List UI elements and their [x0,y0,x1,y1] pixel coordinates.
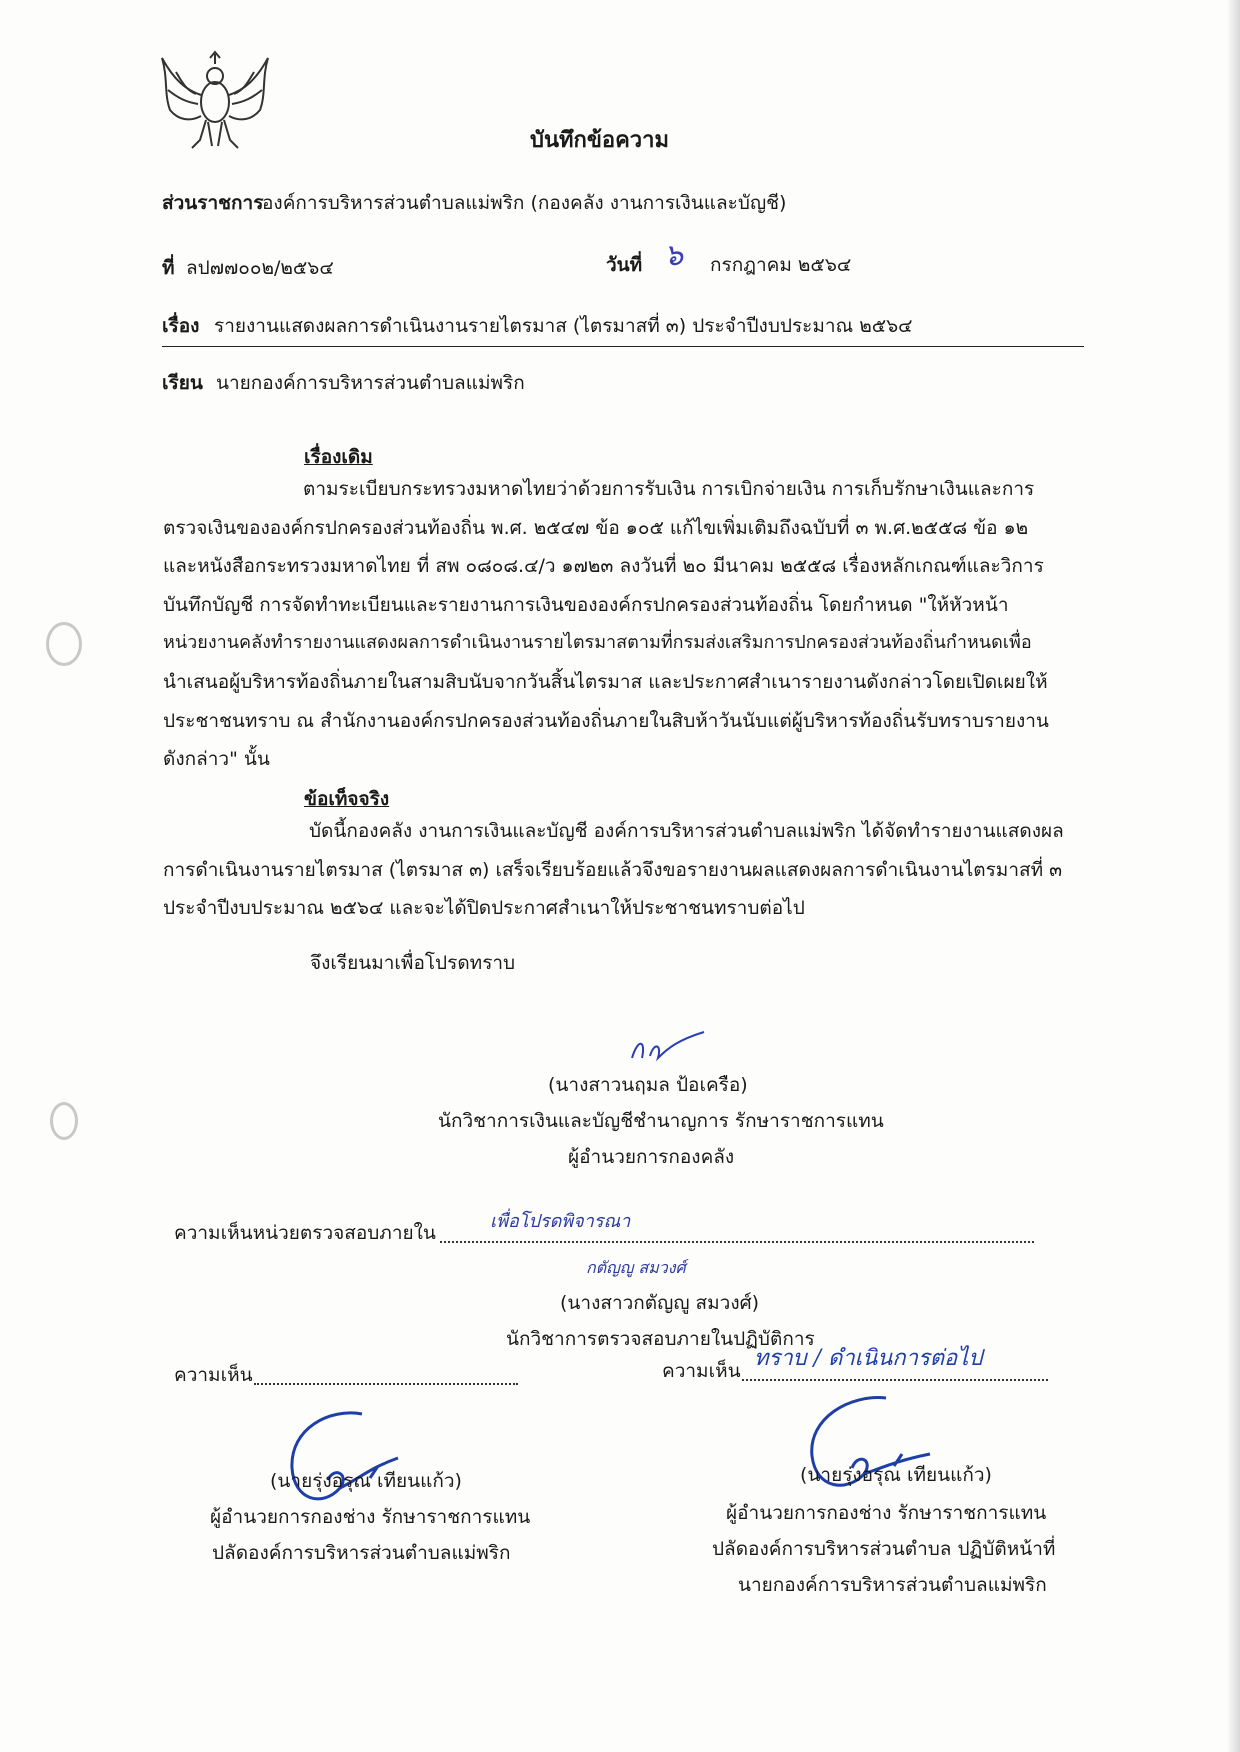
left-opinion-label: ความเห็น [174,1364,253,1386]
date-month-year: กรกฎาคม ๒๕๖๔ [710,254,852,276]
date-label: วันที่ [606,254,643,276]
right-opinion-label: ความเห็น [662,1360,741,1382]
right-opinion-position3: นายกองค์การบริหารส่วนตำบลแม่พริก [738,1574,1047,1596]
audit-name: (นางสาวกตัญญู สมวงศ์) [560,1292,760,1314]
left-opinion-position: ผู้อำนวยการกองช่าง รักษาราชการแทน [210,1506,531,1528]
right-opinion-dotted-line [742,1378,1048,1381]
punch-hole-bottom [50,1102,78,1140]
audit-handwritten-note: เพื่อโปรดพิจารณา [490,1211,631,1232]
date-day-handwritten: ๖ [664,238,684,273]
background-heading: เรื่องเดิม [304,446,373,468]
facts-line: บัดนี้กองคลัง งานการเงินและบัญชี องค์การบริหารส่วนตำบลแม่พริก ได้จัดทำรายงานแสดงผล [309,820,1064,842]
background-line: หน่วยงานคลังทำรายงานแสดงผลการดำเนินงานรายไตรมาสตามที่กรมส่งเสริมการปกครองส่วนท้องถิ่นกำหนดเพื่อ [163,632,1032,654]
background-paragraph [163,470,1091,779]
header-divider [162,346,1084,347]
background-line: บันทึกบัญชี การจัดทำทะเบียนและรายงานการเงินขององค์กรปกครองส่วนท้องถิ่น โดยกำหนด "ให้หัวหน้า [163,593,1009,616]
signature-left [270,1408,410,1518]
right-opinion-handwritten: ทราบ / ดำเนินการต่อไป [754,1346,983,1371]
right-opinion-position: ผู้อำนวยการกองช่าง รักษาราชการแทน [726,1502,1047,1524]
subject-label: เรื่อง [162,315,200,337]
to-text: นายกองค์การบริหารส่วนตำบลแม่พริก [216,372,525,394]
signature-1 [628,1028,708,1068]
audit-handwritten-name: กตัญญู สมวงศ์ [586,1258,686,1277]
garuda-emblem-icon [156,50,274,154]
left-opinion-dotted-line [254,1382,518,1385]
audit-dotted-line [440,1240,1034,1243]
signer1-position2: ผู้อำนวยการกองคลัง [568,1146,735,1168]
punch-hole-top [46,622,82,666]
agency-text: องค์การบริหารส่วนตำบลแม่พริก (กองคลัง งานการเงินและบัญชี) [262,192,787,214]
facts-line: การดำเนินงานรายไตรมาส (ไตรมาส ๓) เสร็จเรียบร้อยแล้วจึงขอรายงานผลแสดงผลการดำเนินงานไตรมาสที่ ๓ [163,858,1063,881]
closing-text: จึงเรียนมาเพื่อโปรดทราบ [310,952,516,974]
background-line: และหนังสือกระทรวงมหาดไทย ที่ สพ ๐๘๐๘.๔/ว ๑๗๒๓ ลงวันที่ ๒๐ มีนาคม ๒๕๕๘ เรื่องหลักเกณฑ์และวิการ [163,555,1044,578]
left-opinion-position2: ปลัดองค์การบริหารส่วนตำบลแม่พริก [212,1542,511,1564]
subject-text: รายงานแสดงผลการดำเนินงานรายไตรมาส (ไตรมาสที่ ๓) ประจำปีงบประมาณ ๒๕๖๔ [214,315,913,337]
background-line: ดังกล่าว" นั้น [163,748,270,771]
to-label: เรียน [162,372,203,394]
left-opinion-name: (นายรุ่งอรุณ เทียนแก้ว) [270,1470,462,1492]
facts-line: ประจำปีงบประมาณ ๒๕๖๔ และจะได้ปิดประกาศสำเนาให้ประชาชนทราบต่อไป [163,897,805,920]
audit-position: นักวิชาการตรวจสอบภายในปฏิบัติการ [506,1328,815,1350]
ref-number: ลป๗๗๐๐๒/๒๕๖๔ [186,257,334,279]
agency-label: ส่วนราชการ [162,192,264,214]
ref-label: ที่ [162,257,175,279]
background-line: ตรวจเงินขององค์กรปกครองส่วนท้องถิ่น พ.ศ. ๒๕๔๗ ข้อ ๑๐๕ แก้ไขเพิ่มเติมถึงฉบับที่ ๓ พ.ศ.๒๕๕๘ ข้อ ๑๒ [163,516,1029,539]
facts-heading: ข้อเท็จจริง [304,788,390,810]
memo-title: บันทึกข้อความ [530,128,670,153]
signer1-position: นักวิชาการเงินและบัญชีชำนาญการ รักษาราชการแทน [438,1110,884,1132]
background-line: ประชาชนทราบ ณ สำนักงานองค์กรปกครองส่วนท้องถิ่นภายในสิบห้าวันนับแต่ผู้บริหารท้องถิ่นรับทราบรายงาน [163,709,1049,732]
signer1-name: (นางสาวนฤมล ป้อเครือ) [548,1074,748,1096]
background-line: นำเสนอผู้บริหารท้องถิ่นภายในสามสิบนับจากวันสิ้นไตรมาส และประกาศสำเนารายงานดังกล่าวโดยเปิดเผยให้ [163,670,1048,693]
facts-paragraph [163,812,1091,928]
background-line: ตามระเบียบกระทรวงมหาดไทยว่าด้วยการรับเงิน การเบิกจ่ายเงิน การเก็บรักษาเงินและการ [303,478,1035,500]
audit-label: ความเห็นหน่วยตรวจสอบภายใน [174,1222,436,1244]
right-opinion-position2: ปลัดองค์การบริหารส่วนตำบล ปฏิบัติหน้าที่ [712,1538,1056,1560]
page-edge-shadow [1226,0,1240,1752]
right-opinion-name: (นายรุ่งอรุณ เทียนแก้ว) [800,1464,992,1486]
